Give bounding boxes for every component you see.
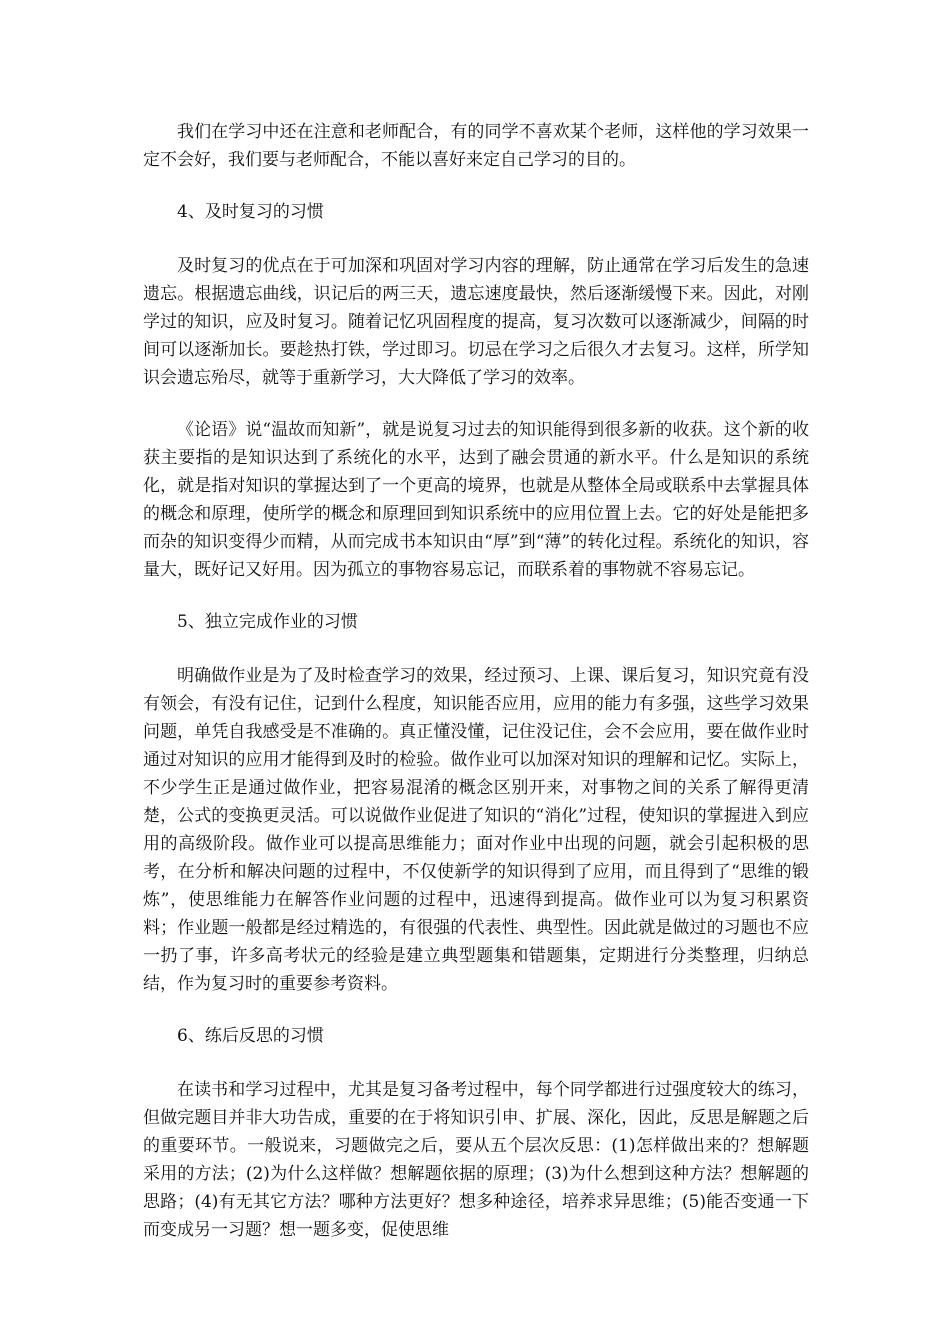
paragraph-review-benefits: 及时复习的优点在于可加深和巩固对学习内容的理解，防止通常在学习后发生的急速遗忘。根据遗忘曲线，识记后的两三天，遗忘速度最快，然后逐渐缓慢下来。因此，对刚学过的知识，应及时复习。随着记忆巩固程度的提高，复习次数可以逐渐减少，间隔的时间可以逐渐加长。要趁热打铁，学过即习。切忌在学习之后很久才去复习。这样，所学知识会遗忘殆尽，就等于重新学习，大大降低了学习的效率。: [143, 256, 809, 388]
heading-reflection: 6、练后反思的习惯: [177, 1026, 324, 1046]
heading-timely-review: 4、及时复习的习惯: [177, 202, 324, 222]
paragraph-teacher-cooperation: 我们在学习中还在注意和老师配合，有的同学不喜欢某个老师，这样他的学习效果一定不会好，我们要与老师配合，不能以喜好来定自己学习的目的。: [143, 122, 809, 170]
paragraph-lunyu-quote: 《论语》说“温故而知新”，就是说复习过去的知识能得到很多新的收获。这个新的收获主要指的是知识达到了系统化的水平，达到了融会贯通的新水平。什么是知识的系统化，就是指对知识的掌握达到了一个更高的境界，也就是从整体全局或联系中去掌握具体的概念和原理，使所学的概念和原理回到知识系统中的应用位置上去。它的好处是能把多而杂的知识变得少而精，从而完成书本知识由“厚”到“薄”的转化过程。系统化的知识，容量大，既好记又好用。因为孤立的事物容易忘记，而联系着的事物就不容易忘记。: [143, 420, 809, 580]
document-body: [143, 118, 809, 1268]
paragraph-reflection: 在读书和学习过程中，尤其是复习备考过程中，每个同学都进行过强度较大的练习，但做完题目并非大功告成，重要的在于将知识引申、扩展、深化，因此，反思是解题之后的重要环节。一般说来，习题做完之后，要从五个层次反思：(1)怎样做出来的？想解题采用的方法；(2)为什么这样做？想解题依据的原理；(3)为什么想到这种方法？想解题的思路；(4)有无其它方法？哪种方法更好？想多种途径，培养求异思维；(5)能否变通一下而变成另一习题？想一题多变，促使思维: [143, 1080, 809, 1240]
heading-independent-homework: 5、独立完成作业的习惯: [177, 612, 358, 632]
paragraph-homework-purpose: 明确做作业是为了及时检查学习的效果，经过预习、上课、课后复习，知识究竟有没有领会，有没有记住，记到什么程度，知识能否应用，应用的能力有多强，这些学习效果问题，单凭自我感受是不准确的。真正懂没懂，记住没记住，会不会应用，要在做作业时通过对知识的应用才能得到及时的检验。做作业可以加深对知识的理解和记忆。实际上，不少学生正是通过做作业，把容易混淆的概念区别开来，对事物之间的关系了解得更清楚，公式的变换更灵活。可以说做作业促进了知识的“消化”过程，使知识的掌握进入到应用的高级阶段。做作业可以提高思维能力；面对作业中出现的问题，就会引起积极的思考，在分析和解决问题的过程中，不仅使新学的知识得到了应用，而且得到了“思维的锻炼”，使思维能力在解答作业问题的过程中，迅速得到提高。做作业可以为复习积累资料；作业题一般都是经过精选的，有很强的代表性、典型性。因此就是做过的习题也不应一扔了事，许多高考状元的经验是建立典型题集和错题集，定期进行分类整理，归纳总结，作为复习时的重要参考资料。: [143, 666, 809, 994]
